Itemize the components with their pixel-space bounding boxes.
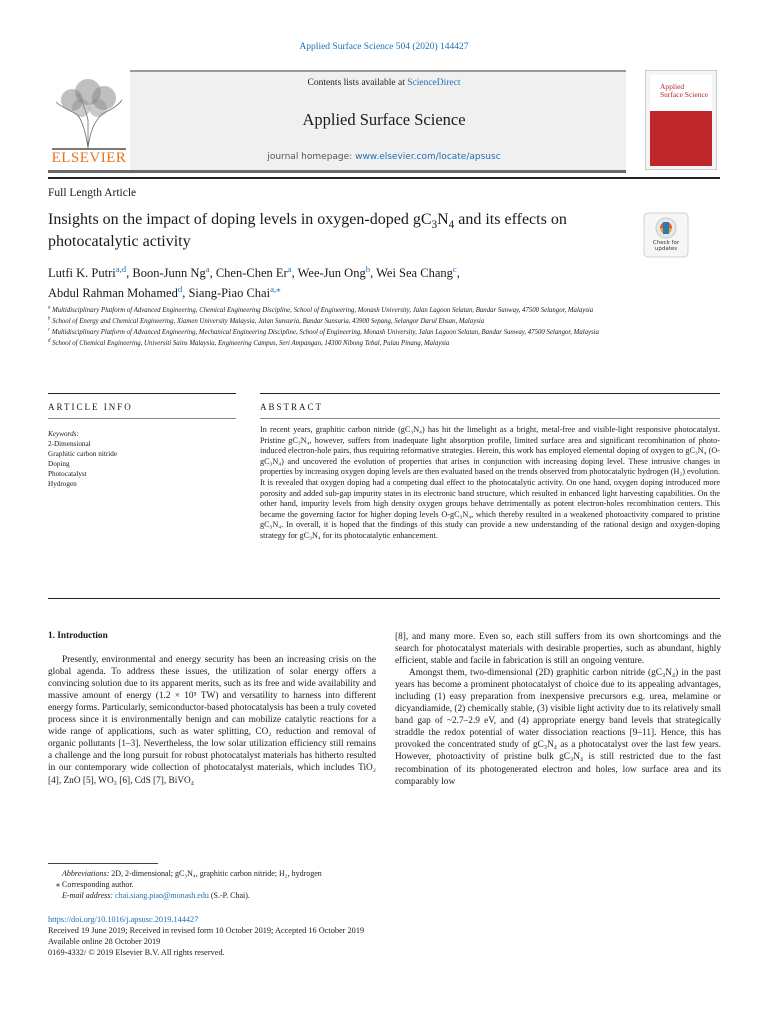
article-title [48,209,628,253]
cover-title-line2: Surface Science [660,90,709,99]
right-column [395,631,721,788]
sciencedirect-link[interactable]: ScienceDirect [407,78,461,88]
article-type: Full Length Article [48,187,137,199]
affiliation-item: $^d$ School of Chemical Engineering, Universiti Sains Malaysia, Engineering Campus, Seri Ampangan, 14300 Nibong Tebal, Pulau Pinang, Malaysia [48,338,450,347]
affiliations [48,305,628,349]
cover-top-area [650,75,712,111]
left-column [48,630,376,787]
title-part-1: Insights on the impact of doping levels in oxygen-doped gC [48,211,432,228]
abbreviations-footnote: Abbreviations: 2D, 2-dimensional; gC₃N₄, graphitic carbon nitride; H₂, hydrogen [62,869,322,878]
journal-title: Applied Surface Science [302,110,466,129]
author[interactable]: Abdul Rahman Mohamed$^d$, [48,283,189,300]
contents-prefix: Contents lists available at [307,78,408,88]
cover-color-block [650,111,712,166]
body-paragraph: Presently, environmental and energy security has been an increasing crisis on the global agenda. To address these issues, the utilization of solar energy offers a convincing solution due to its apparent merits, such as its free and wide availability and massive amount of energy (1.2 × 10⁵ TW) and versatility to harness into different energy forms. Particularly, semiconductor-based photocatalysis has been a truly coveted process since it is environmentally benign and can mobilize catalytic reactions for a wide range of applications, such as water splitting, CO₂ reduction and removal of organic pollutants [1–3]. Nevertheless, the low solar utilization efficiency still remains a challenge and the long pursuit for robust photocatalyst materials has hitherto resulted in our contemporary wide collection of photocatalyst materials, which includes TiO₂ [4], ZnO [5], WO₃ [6], CdS [7], BiVO₄ [48,655,376,786]
author[interactable]: Wei Sea Chang$^c$, [376,263,460,280]
email-link[interactable]: chai.siang.piao@monash.edu [115,891,209,900]
keyword: Hydrogen [48,479,77,488]
journal-citation[interactable]: Applied Surface Science 504 (2020) 144427 [299,42,469,52]
elsevier-wordmark: ELSEVIER [51,150,127,166]
title-sub-1: 3 [431,219,438,232]
title-part-3: and its effects on photocatalytic activity [48,211,567,250]
keywords-block [48,430,117,489]
abstract-text [260,425,720,542]
journal-cover-thumbnail[interactable] [645,70,717,170]
check-for-updates-badge[interactable] [643,212,689,258]
keyword: Doping [48,459,70,468]
abstract-paragraph: In recent years, graphitic carbon nitride (gC₃N₄) has hit the limelight as a bright, metal-free and visible-light responsive photocatalyst. Pristine gC₃N₄, however, suffers from inadequate light absorption profile, limited surface area and significant recombination of photo-induced electron-hole pairs, thus requiring reformative strategies. Herein, this work has employed elemental doping of oxygen to gC₃N₄ (O-gC₃N₄) and uncovered the evolution of properties that arises in conjunction with increasing doping level. These intrusive changes in properties by increasing oxygen doping levels are then evaluated based on the trends observed from photocatalytic hydrogen (H₂) evolution. It is revealed that oxygen doping had a competing dual effect to the photocatalytic activity. On one hand, oxygen doping introduced more porosity and added sub-gap impurity states in its electronic band structure, which resulted in enhanced light harvesting capabilities. On the other hand, impurity levels from high density oxygen groups behave detrimentally as potent electron-holes recombination centers. This became the governing factor for higher doping levels O-gC₃N₄, which thereby resulted in a weakened photoactivity compared to pristine gC₃N₄. In overall, it is hoped that the findings of this study can provide a new understanding of the rational design and oxygen-doping strategy for gC₃N₄ for its photocatalytic enhancement. [260,425,720,540]
article-info-rule-top [48,393,236,394]
author[interactable]: Lutfi K. Putri$^{a,d}$, [48,263,133,280]
homepage-label: journal homepage: [267,152,356,162]
title-sub-2: 4 [448,219,455,232]
abstract-rule-top [260,393,720,394]
cover-title-line1: Applied [660,82,685,91]
crossmark-label: Check for updates [652,240,680,252]
article-info-rule [48,418,236,419]
footnotes [48,868,428,901]
title-part-2: N [437,211,449,228]
footnote-rule [48,863,158,864]
keyword: Graphitic carbon nitride [48,449,118,458]
article-footer [48,914,498,958]
affiliation-item: $^c$ Multidisciplinary Platform of Advanced Engineering, Mechanical Engineering Discipline, School of Engineering, Monash University, Jalan Lagoon Selatan, Bandar Sunway, 47500 Selangor, Malaysia [48,327,599,336]
header-divider [48,177,720,179]
affiliation-item: $^b$ School of Energy and Chemical Engineering, Xiamen University Malaysia, Jalan Sunsuria, Bandar Sunsuria, 43900 Sepang, Selangor Darul Ehsan, Malaysia [48,316,485,325]
doi-link[interactable]: https://doi.org/10.1016/j.apsusc.2019.144427 [48,915,199,924]
body-paragraph: [8], and many more. Even so, each still suffers from its own shortcomings and the search for photocatalyst materials with desirable properties, such as abundant, highly efficient, stable and facile in fabrication is still an ongoing venture. [395,632,721,667]
received-dates: Received 19 June 2019; Received in revised form 10 October 2019; Accepted 16 October 2019 [48,926,365,935]
homepage-link[interactable]: www.elsevier.com/locate/apsusc [355,152,501,162]
affiliation-item: $^a$ Multidisciplinary Platform of Advanced Engineering, Chemical Engineering Discipline, School of Engineering, Monash University, Jalan Lagoon Selatan, Bandar Sunway, 47500 Selangor, Malaysia [48,305,594,314]
abstract-rule [260,418,720,419]
article-info-label: ARTICLE INFO [48,402,133,412]
corresponding-author-footnote: ⁎ Corresponding author. [56,880,134,889]
author[interactable]: Siang-Piao Chai$^{a,⁎}$ [188,283,281,300]
section-heading: 1. Introduction [48,631,108,641]
author-list [48,263,648,303]
copyright: 0169-4332/ © 2019 Elsevier B.V. All rights reserved. [48,948,225,957]
email-footnote: E-mail address: chai.siang.piao@monash.edu (S.-P. Chai). [62,891,250,900]
keyword: Photocatalyst [48,469,87,478]
keywords-label: Keywords: [48,430,79,438]
keyword: 2-Dimensional [48,439,91,448]
available-online: Available online 28 October 2019 [48,937,161,946]
abstract-end-rule [48,598,720,599]
abstract-label: ABSTRACT [260,402,324,412]
author[interactable]: Chen-Chen Er$^a$, [215,263,298,280]
author[interactable]: Wee-Jun Ong$^b$, [297,263,377,280]
body-paragraph: Amongst them, two-dimensional (2D) graphitic carbon nitride (gC₃N₄) in the past years has become a prominent photocatalyst of choice due to its appealing advantages, including (1) easy preparation from inexpensive precursors e.g. urea, melamine or dicyandiamide, (2) chemically stable, (3) visible light activity due to its relatively small band gap of ~2.7–2.9 eV, and (4) appropriate energy band levels that strategically straddle the redox potential of water dissociation reactions [9–11]. Hence, this has provoked the concentrated study of gC₃N₄ as a photocatalyst over the last few years. However, photoactivity of pristine bulk gC₃N₄ is still restricted due to the fast recombination of its photogenerated electron and holes, low surface area and its comparably low [395,668,721,787]
author[interactable]: Boon-Junn Ng$^a$, [132,263,216,280]
